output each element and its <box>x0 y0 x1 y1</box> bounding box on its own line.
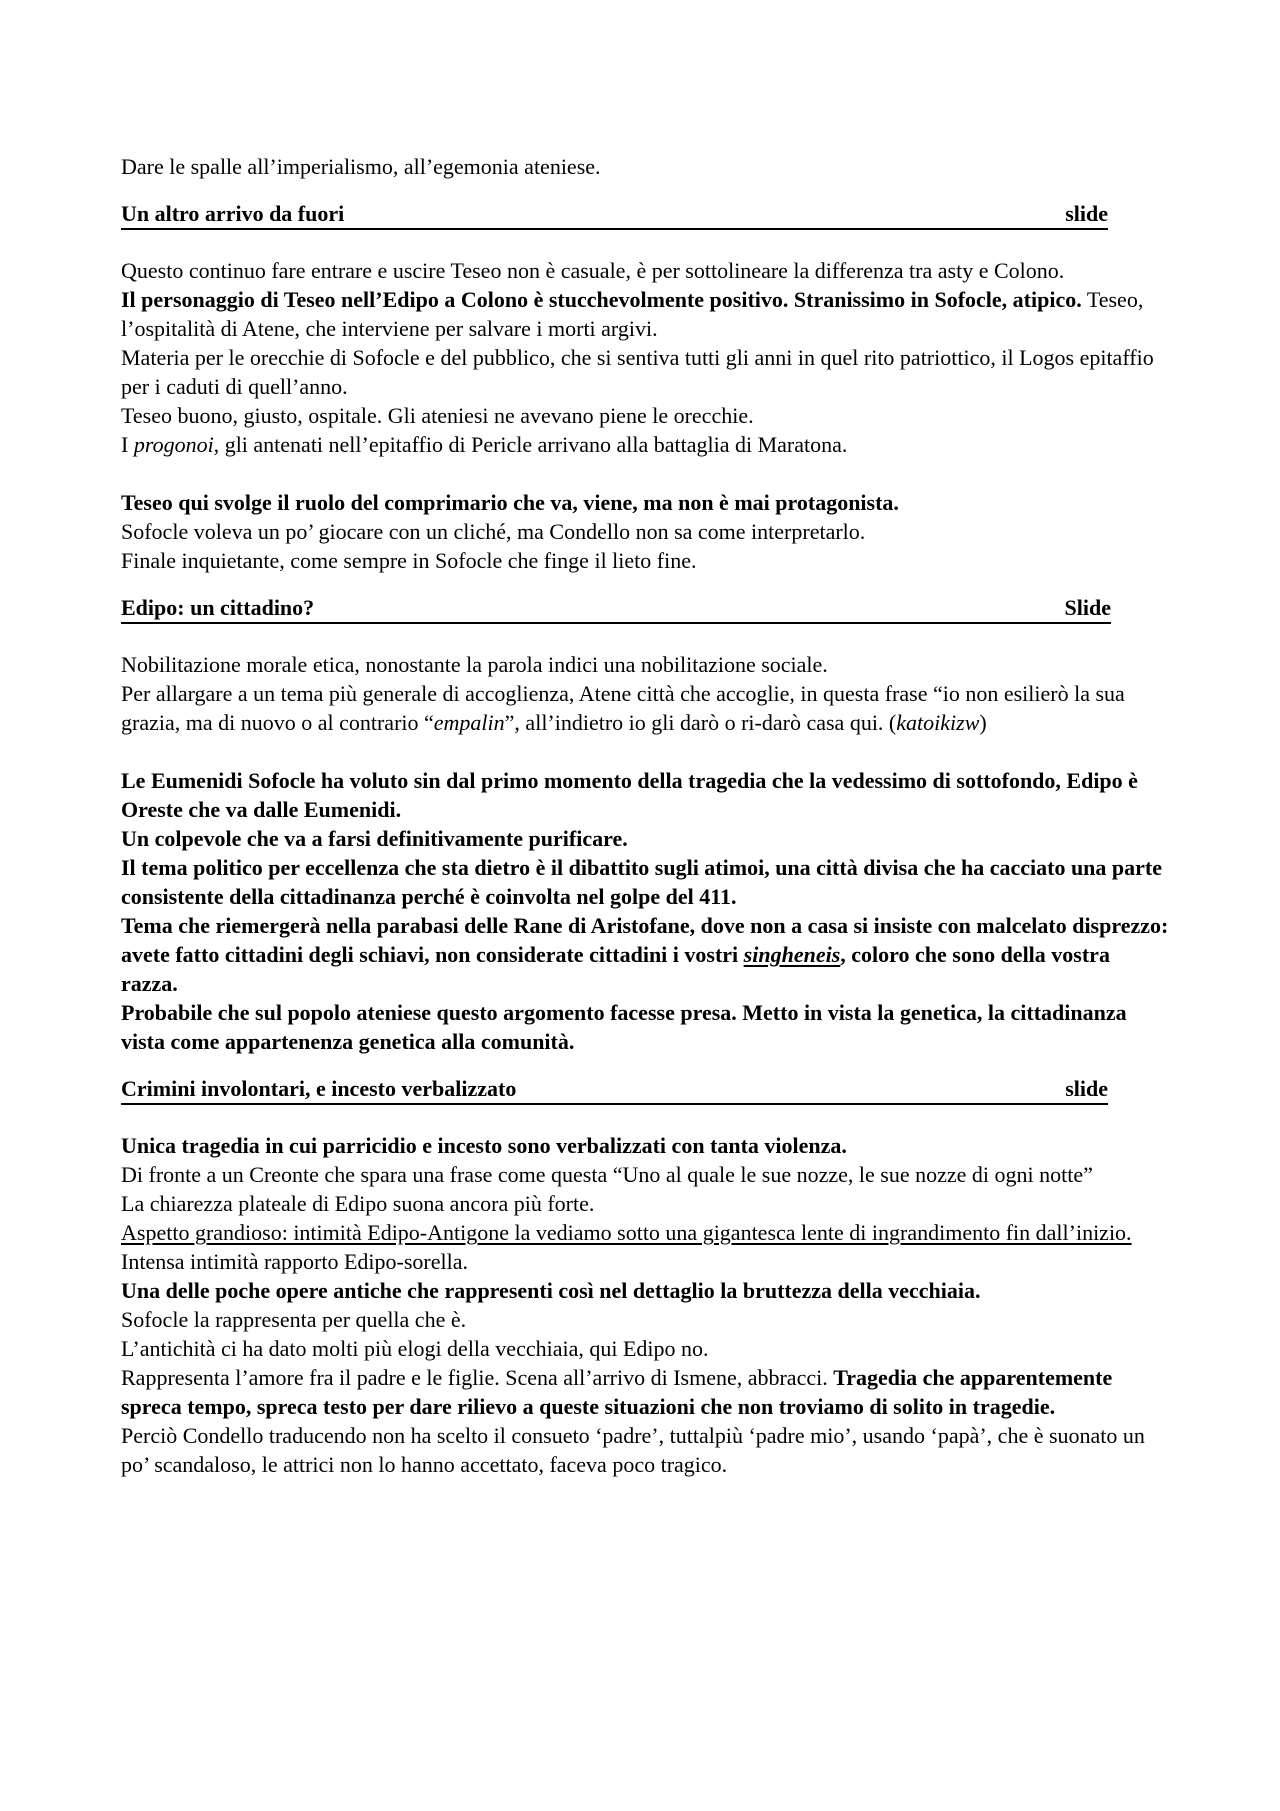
italic-text: progonoi, <box>133 432 220 457</box>
text: ”, all’indietro io gli darò o ri-darò casa qui. ( <box>504 710 897 735</box>
bold-text: Il personaggio di Teseo nell’Edipo a Colono è stucchevolmente positivo. Stranissimo in Sofocle, atipico. <box>121 287 1082 312</box>
bold-text: Probabile che sul popolo ateniese questo argomento facesse presa. Metto in vista la genetica, la cittadinanza vista come appartenenza genetica alla comunità. <box>121 1000 1127 1054</box>
bold-text: Unica tragedia in cui parricidio e incesto sono verbalizzati con tanta violenza. <box>121 1133 847 1158</box>
paragraph: Teseo buono, giusto, ospitale. Gli ateniesi ne avevano piene le orecchie. <box>121 403 754 428</box>
paragraph: Materia per le orecchie di Sofocle e del pubblico, che si sentiva tutti gli anni in quel rito patriottico, il Logos epitaffio per i caduti di quell’anno. <box>121 345 1154 399</box>
paragraph: Intensa intimità rapporto Edipo-sorella. <box>121 1249 469 1274</box>
underlined-text: Aspetto grandioso: intimità Edipo-Antigone la vediamo sotto una gigantesca lente di ingrandimento fin dall’inizio. <box>121 1220 1132 1245</box>
text: Rappresenta l’amore fra il padre e le figlie. Scena all’arrivo di Ismene, abbracci. <box>121 1365 834 1390</box>
bold-text: Tema che riemergerà nella parabasi delle Rane di Aristofane, dove non a casa si insiste con malcelato disprezzo: avete fatto cittadini degli schiavi, non considerate cittadini i vostri <box>121 913 1169 967</box>
text: Per allargare a un tema più generale di accoglienza, Atene città che accoglie, in questa frase “io non esilierò la sua grazia, ma di nuovo o al contrario “ <box>121 681 1125 735</box>
paragraph: La chiarezza plateale di Edipo suona ancora più forte. <box>121 1191 595 1216</box>
paragraph <box>121 430 1171 459</box>
paragraph <box>121 1218 1171 1247</box>
section-heading-altro-arrivo <box>121 201 1108 230</box>
bold-paragraph <box>121 824 1171 853</box>
paragraph <box>121 1131 1171 1160</box>
italic-underlined-text: singheneis <box>743 942 841 967</box>
italic-text: katoikizw <box>896 710 980 735</box>
text: I <box>121 432 134 457</box>
slide-tag: Slide <box>1064 595 1111 620</box>
bold-paragraph <box>121 998 1171 1056</box>
bold-paragraph <box>121 853 1171 911</box>
bold-text: Un colpevole che va a farsi definitivamente purificare. <box>121 826 628 851</box>
section-title: Crimini involontari, e incesto verbalizzato <box>121 1076 517 1101</box>
section-title: Edipo: un cittadino? <box>121 595 315 620</box>
bold-text: Il tema politico per eccellenza che sta dietro è il dibattito sugli atimoi, una città divisa che ha cacciato una parte consistente della cittadinanza perché è coinvolta nel golpe del 411. <box>121 855 1163 909</box>
bold-paragraph <box>121 766 1171 824</box>
paragraph: Di fronte a un Creonte che spara una frase come questa “Uno al quale le sue nozze, le sue nozze di ogni notte” <box>121 1162 1093 1187</box>
italic-text: empalin <box>433 710 505 735</box>
paragraph: Questo continuo fare entrare e uscire Teseo non è casuale, è per sottolineare la differenza tra asty e Colono. <box>121 258 1065 283</box>
paragraph <box>121 1363 1171 1421</box>
text: Teseo, l’ospitalità di Atene, che interviene per salvare i morti argivi. <box>121 287 1144 341</box>
section-heading-cittadino <box>121 595 1111 624</box>
paragraph: L’antichità ci ha dato molti più elogi della vecchiaia, qui Edipo no. <box>121 1336 709 1361</box>
paragraph <box>121 285 1171 343</box>
section-title: Un altro arrivo da fuori <box>121 201 345 226</box>
paragraph: Finale inquietante, come sempre in Sofocle che finge il lieto fine. <box>121 548 697 573</box>
slide-tag: slide <box>1065 1076 1108 1101</box>
bold-text: Le Eumenidi Sofocle ha voluto sin dal primo momento della tragedia che la vedessimo di sottofondo, Edipo è Oreste che va dalle Eumenidi. <box>121 768 1138 822</box>
bold-text: Teseo qui svolge il ruolo del comprimario che va, viene, ma non è mai protagonista. <box>121 490 899 515</box>
paragraph <box>121 488 1171 517</box>
bold-text: , coloro che sono della vostra razza. <box>121 942 1110 996</box>
paragraph: Perciò Condello traducendo non ha scelto il consueto ‘padre’, tuttalpiù ‘padre mio’, usando ‘papà’, che è suonato un po’ scandaloso, le attrici non lo hanno accettato, faceva poco tragico. <box>121 1423 1145 1477</box>
intro-paragraph: Dare le spalle all’imperialismo, all’egemonia ateniese. <box>121 154 601 179</box>
text: ) <box>979 710 987 735</box>
text: gli antenati nell’epitaffio di Pericle arrivano alla battaglia di Maratona. <box>219 432 848 457</box>
paragraph <box>121 679 1171 737</box>
paragraph: Sofocle voleva un po’ giocare con un cliché, ma Condello non sa come interpretarlo. <box>121 519 866 544</box>
section-heading-crimini <box>121 1076 1108 1105</box>
slide-tag: slide <box>1065 201 1108 226</box>
bold-text: Tragedia che apparentemente spreca tempo, spreca testo per dare rilievo a queste situazioni che non troviamo di solito in tragedie. <box>121 1365 1113 1419</box>
paragraph <box>121 1276 1171 1305</box>
paragraph: Nobilitazione morale etica, nonostante la parola indici una nobilitazione sociale. <box>121 652 828 677</box>
bold-paragraph <box>121 911 1171 998</box>
document-body <box>121 152 1171 1479</box>
paragraph: Sofocle la rappresenta per quella che è. <box>121 1307 467 1332</box>
bold-text: Una delle poche opere antiche che rappresenti così nel dettaglio la bruttezza della vecchiaia. <box>121 1278 981 1303</box>
